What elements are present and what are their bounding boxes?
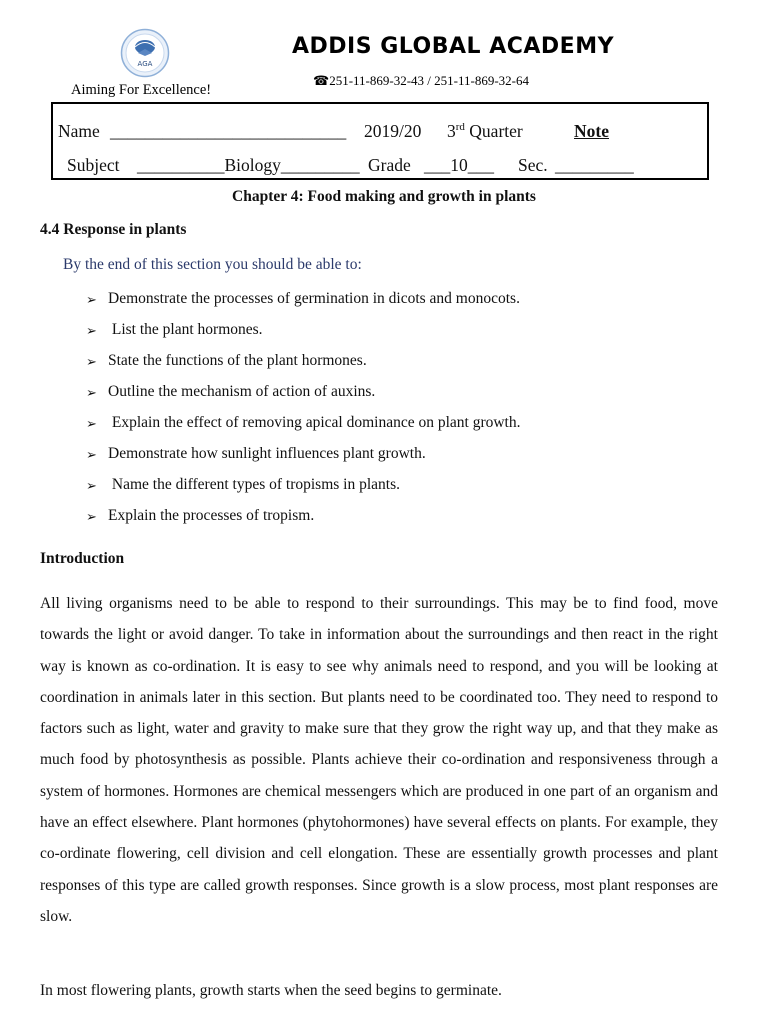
quarter-label: Quarter: [469, 121, 523, 141]
name-label: Name: [58, 121, 100, 141]
section-label: Sec.: [518, 155, 548, 175]
objective-text: List the plant hormones.: [108, 321, 263, 338]
note-label: Note: [574, 121, 609, 141]
list-item: [86, 445, 520, 476]
logo-text: AGA: [137, 60, 153, 68]
list-item: [86, 507, 520, 538]
list-item: [86, 383, 520, 414]
school-name: ADDIS GLOBAL ACADEMY: [292, 34, 615, 59]
closing-paragraph: In most flowering plants, growth starts when the seed begins to germinate.: [40, 982, 502, 999]
quarter-number: 3: [447, 121, 456, 141]
objectives-intro: By the end of this section you should be able to:: [63, 256, 362, 273]
grade-value: ___10___: [424, 155, 494, 175]
arrow-bullet-icon: ➢: [86, 509, 97, 524]
subject-value: __________Biology_________: [137, 155, 360, 175]
list-item: [86, 414, 520, 445]
objective-text: Explain the effect of removing apical dominance on plant growth.: [108, 414, 521, 431]
objective-text: State the functions of the plant hormones.: [108, 352, 367, 369]
objective-text: Demonstrate the processes of germination in dicots and monocots.: [108, 290, 520, 307]
name-blank: ___________________________: [110, 121, 347, 141]
section-heading: 4.4 Response in plants: [40, 221, 187, 238]
objective-text: Demonstrate how sunlight influences plant growth.: [108, 445, 426, 462]
grade-label: Grade: [368, 155, 411, 175]
introduction-heading: Introduction: [40, 550, 125, 567]
list-item: [86, 352, 520, 383]
objective-text: Explain the processes of tropism.: [108, 507, 315, 524]
arrow-bullet-icon: ➢: [86, 354, 97, 369]
list-item: [86, 476, 520, 507]
phone-numbers: ☎251-11-869-32-43 / 251-11-869-32-64: [313, 73, 529, 88]
student-info-box: [51, 102, 709, 180]
school-motto: Aiming For Excellence!: [71, 82, 212, 98]
chapter-title: Chapter 4: Food making and growth in plants: [232, 188, 536, 205]
quarter-superscript: rd: [455, 121, 465, 134]
subject-label: Subject: [67, 155, 120, 175]
arrow-bullet-icon: ➢: [86, 323, 97, 338]
list-item: [86, 321, 520, 352]
quarter: [447, 121, 523, 142]
arrow-bullet-icon: ➢: [86, 292, 97, 307]
arrow-bullet-icon: ➢: [86, 416, 97, 431]
arrow-bullet-icon: ➢: [86, 385, 97, 400]
introduction-paragraph: All living organisms need to be able to respond to their surroundings. This may be to find food, move towards the light or avoid danger. To take in information about the surroundings and then react in the right way is known as co-ordination. It is easy to see why animals need to respond, and you will be looking at coordination in animals later in this section. But plants need to be coordinated too. They need to respond to factors such as light, water and gravity to make sure that they grow the right way up, and that they make as much food by photosynthesis as possible. Plants achieve their co-ordination and responsiveness through a system of hormones. Hormones are chemical messengers which are produced in one part of an organism and have an effect elsewhere. Plant hormones (phytohormones) have several effects on plants. For example, they co-ordinate flowering, cell division and cell elongation. These are essentially growth processes and plant responses of this type are called growth responses. Since growth is a slow process, most plant responses are slow.: [40, 595, 718, 925]
arrow-bullet-icon: ➢: [86, 478, 97, 493]
school-logo: [120, 28, 170, 78]
list-item: [86, 290, 520, 321]
arrow-bullet-icon: ➢: [86, 447, 97, 462]
objective-text: Name the different types of tropisms in plants.: [108, 476, 401, 493]
section-blank: _________: [555, 155, 634, 175]
academic-year: 2019/20: [364, 121, 422, 141]
objectives-list: [86, 290, 520, 538]
objective-text: Outline the mechanism of action of auxins.: [108, 383, 376, 400]
